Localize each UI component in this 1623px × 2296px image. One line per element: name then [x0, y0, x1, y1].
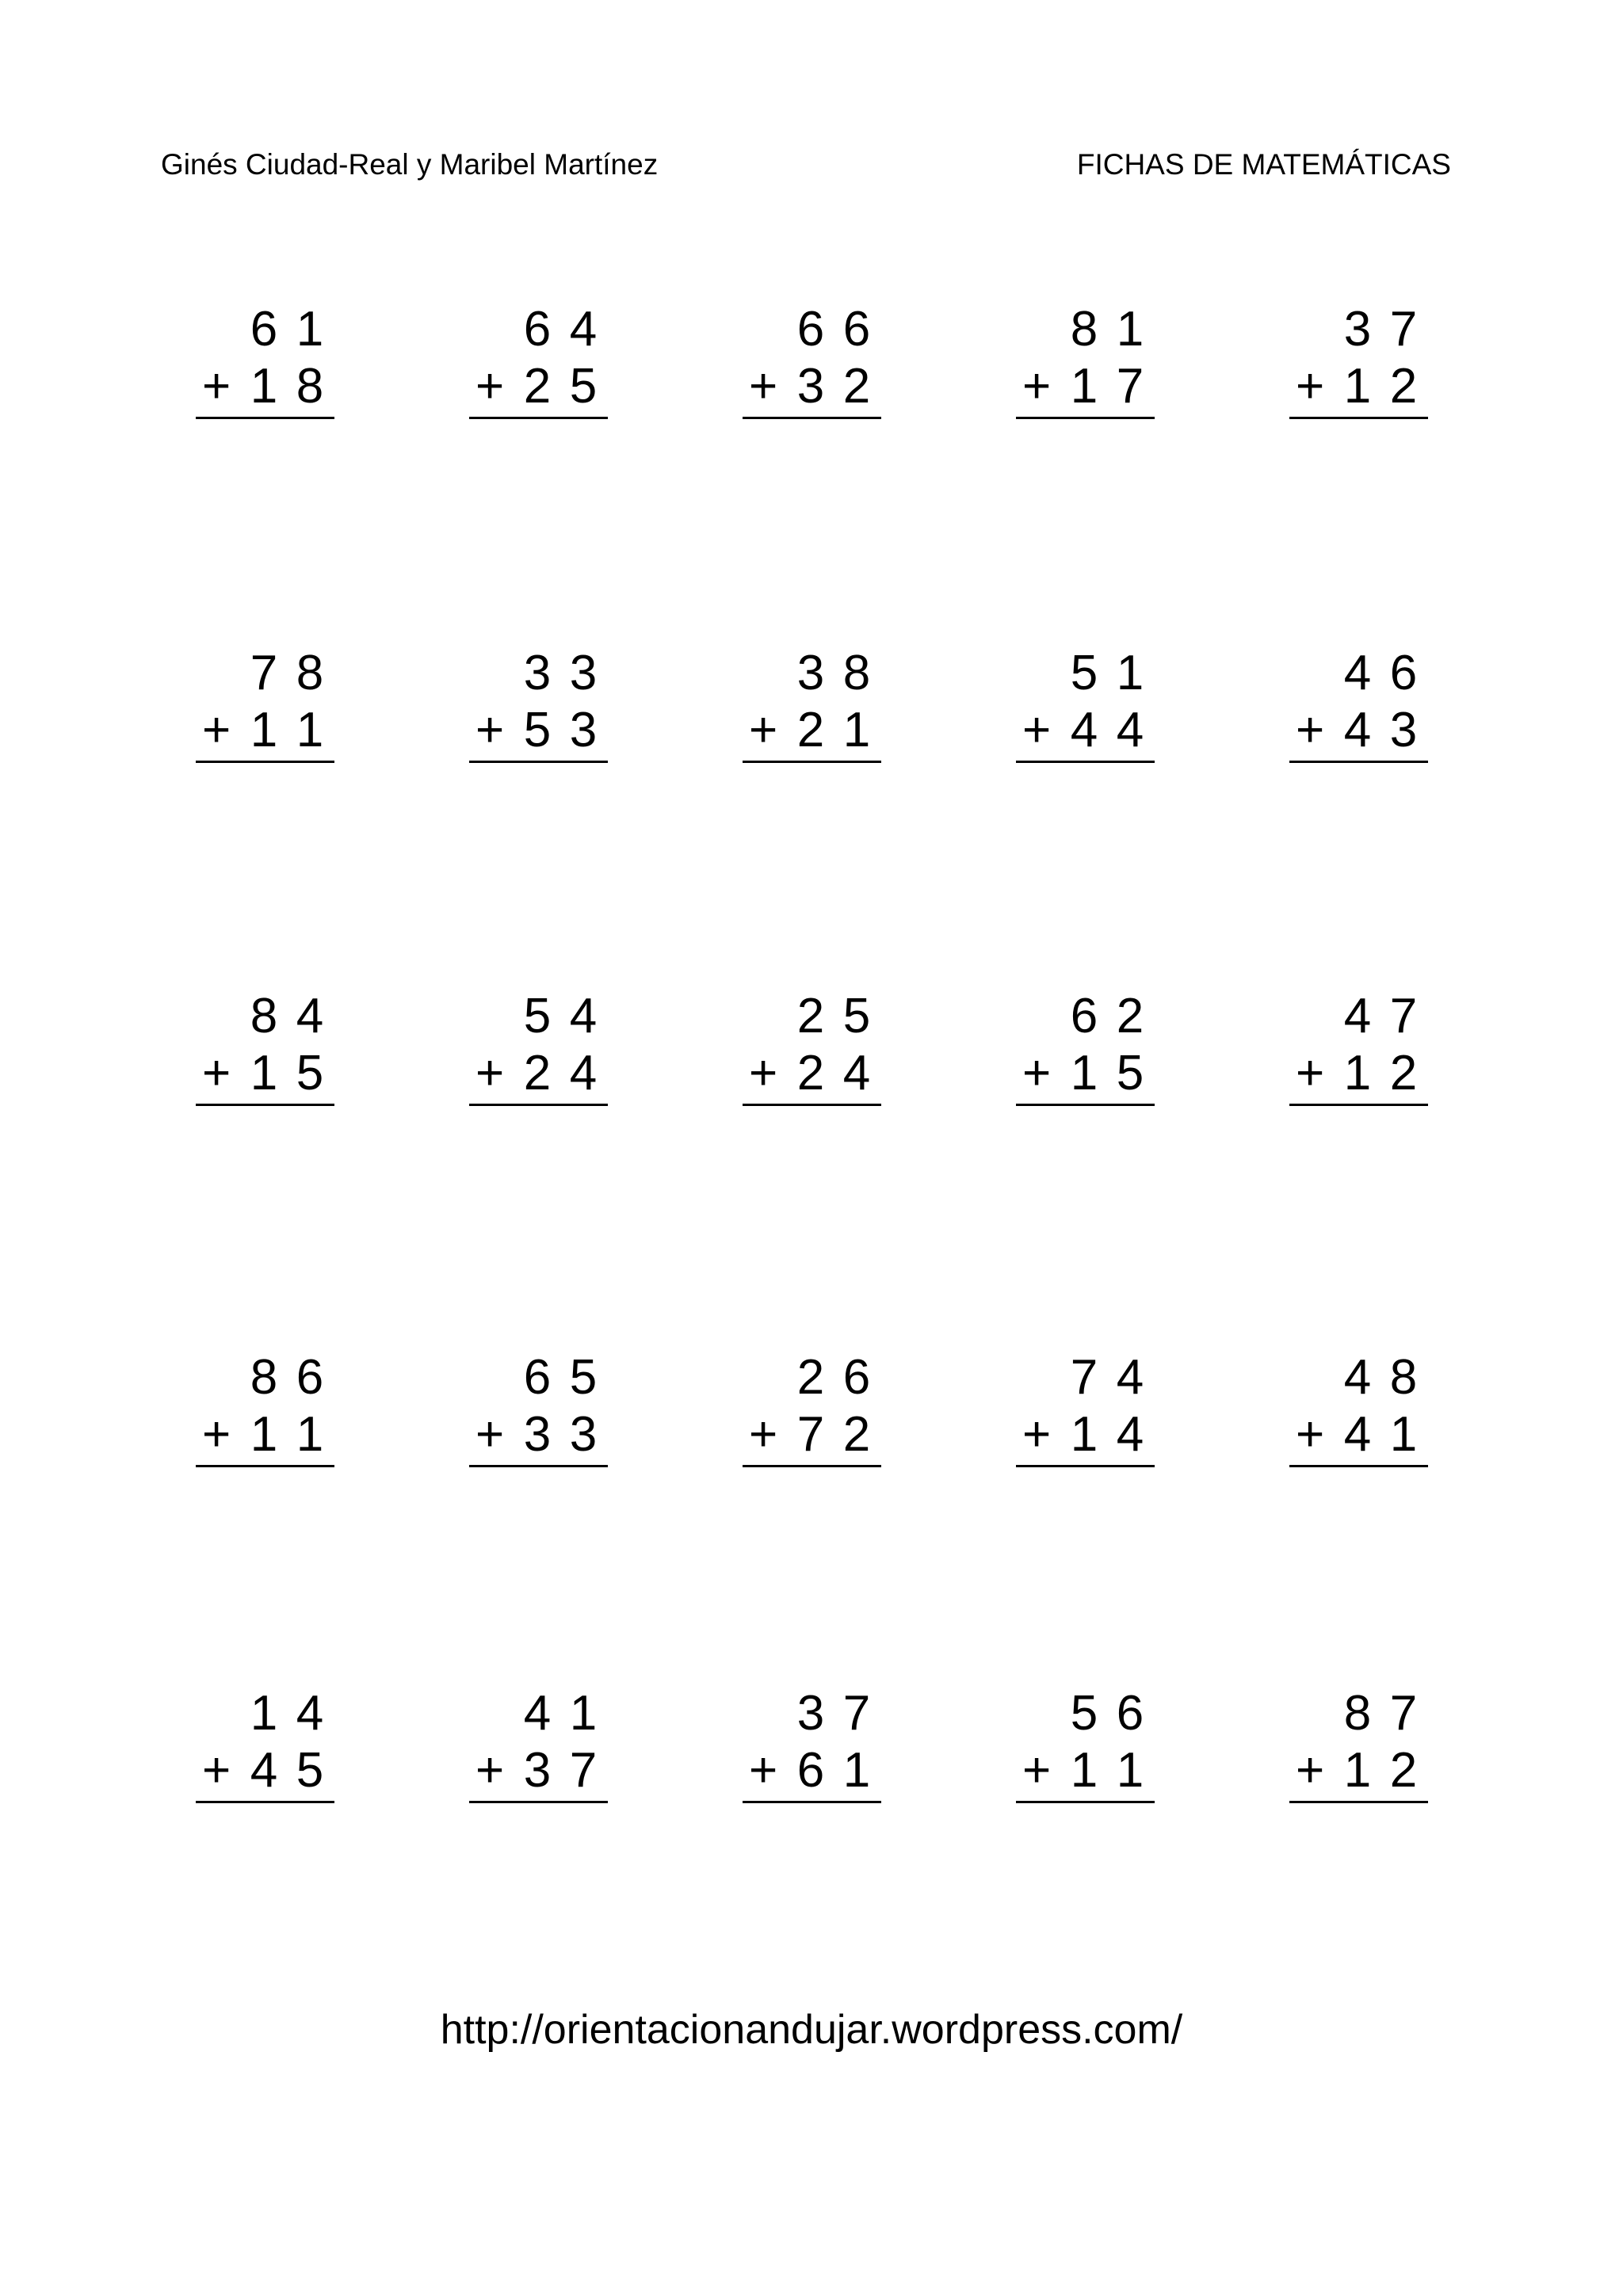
tens-digit: 1: [250, 1046, 278, 1100]
units-digit: 2: [1389, 1743, 1418, 1798]
sum-line: [469, 417, 608, 419]
sum-line: [1016, 1104, 1155, 1106]
units-digit: 1: [1116, 1743, 1144, 1798]
second-addend: [1016, 358, 1155, 415]
plus-sign: +: [1296, 1407, 1325, 1462]
plus-sign: +: [475, 1407, 505, 1462]
addition-problem: [743, 301, 881, 420]
plus-sign: +: [1296, 703, 1325, 757]
sum-line: [196, 1104, 334, 1106]
units-digit: 5: [296, 1046, 324, 1100]
units-digit: 3: [569, 703, 598, 757]
second-addend: [1289, 1045, 1428, 1102]
plus-sign: +: [202, 1407, 231, 1462]
first-addend: [196, 988, 334, 1045]
tens-digit: 4: [1343, 646, 1372, 700]
sum-line: [1289, 1104, 1428, 1106]
units-digit: 8: [296, 359, 324, 414]
units-digit: 1: [1116, 302, 1144, 357]
plus-sign: +: [202, 359, 231, 414]
sum-line: [743, 761, 881, 763]
sum-line: [1016, 1801, 1155, 1803]
sum-line: [196, 1465, 334, 1467]
second-addend: [1016, 1045, 1155, 1102]
units-digit: 7: [569, 1743, 598, 1798]
units-digit: 1: [842, 703, 871, 757]
tens-digit: 6: [523, 302, 552, 357]
units-digit: 1: [842, 1743, 871, 1798]
sum-line: [743, 1801, 881, 1803]
second-addend: [469, 1742, 608, 1799]
addition-problem: [196, 1685, 334, 1804]
tens-digit: 1: [1343, 1743, 1372, 1798]
units-digit: 7: [1116, 359, 1144, 414]
units-digit: 4: [296, 989, 324, 1043]
first-addend: [196, 1349, 334, 1406]
second-addend: [743, 358, 881, 415]
tens-digit: 2: [796, 989, 825, 1043]
first-addend: [196, 301, 334, 358]
tens-digit: 7: [1070, 1350, 1098, 1405]
addition-problem: [1289, 988, 1428, 1107]
first-addend: [1289, 1685, 1428, 1742]
first-addend: [1289, 988, 1428, 1045]
tens-digit: 1: [1070, 1743, 1098, 1798]
units-digit: 2: [1389, 1046, 1418, 1100]
plus-sign: +: [1296, 1743, 1325, 1798]
tens-digit: 3: [523, 1743, 552, 1798]
tens-digit: 1: [1070, 1407, 1098, 1462]
plus-sign: +: [1022, 703, 1052, 757]
units-digit: 4: [569, 1046, 598, 1100]
first-addend: [469, 301, 608, 358]
second-addend: [1016, 1742, 1155, 1799]
units-digit: 2: [1389, 359, 1418, 414]
plus-sign: +: [749, 1407, 778, 1462]
sum-line: [1289, 1465, 1428, 1467]
addition-problem: [469, 301, 608, 420]
tens-digit: 4: [523, 1686, 552, 1741]
tens-digit: 8: [250, 1350, 278, 1405]
tens-digit: 4: [1070, 703, 1098, 757]
tens-digit: 4: [1343, 703, 1372, 757]
plus-sign: +: [475, 359, 505, 414]
units-digit: 3: [1389, 703, 1418, 757]
addition-problem: [469, 645, 608, 764]
tens-digit: 5: [1070, 1686, 1098, 1741]
addition-problem: [469, 988, 608, 1107]
tens-digit: 1: [250, 703, 278, 757]
tens-digit: 1: [1343, 359, 1372, 414]
tens-digit: 7: [250, 646, 278, 700]
tens-digit: 1: [1070, 359, 1098, 414]
first-addend: [469, 1685, 608, 1742]
header-title: FICHAS DE MATEMÁTICAS: [1076, 148, 1451, 181]
units-digit: 1: [296, 1407, 324, 1462]
second-addend: [196, 1045, 334, 1102]
units-digit: 7: [842, 1686, 871, 1741]
first-addend: [469, 988, 608, 1045]
tens-digit: 1: [250, 1686, 278, 1741]
tens-digit: 6: [250, 302, 278, 357]
tens-digit: 4: [1343, 989, 1372, 1043]
addition-problem: [1016, 1349, 1155, 1468]
first-addend: [196, 1685, 334, 1742]
first-addend: [743, 1685, 881, 1742]
sum-line: [196, 761, 334, 763]
footer-url[interactable]: http://orientacionandujar.wordpress.com/: [440, 2007, 1183, 2053]
tens-digit: 1: [250, 1407, 278, 1462]
units-digit: 4: [842, 1046, 871, 1100]
tens-digit: 1: [1343, 1046, 1372, 1100]
addition-problem: [1289, 1349, 1428, 1468]
units-digit: 6: [1116, 1686, 1144, 1741]
second-addend: [469, 1406, 608, 1463]
sum-line: [1016, 417, 1155, 419]
first-addend: [1016, 1685, 1155, 1742]
plus-sign: +: [1296, 359, 1325, 414]
plus-sign: +: [749, 1743, 778, 1798]
units-digit: 1: [1389, 1407, 1418, 1462]
first-addend: [743, 301, 881, 358]
units-digit: 6: [296, 1350, 324, 1405]
units-digit: 4: [1116, 1350, 1144, 1405]
tens-digit: 7: [796, 1407, 825, 1462]
first-addend: [1289, 645, 1428, 702]
addition-problem: [196, 301, 334, 420]
units-digit: 6: [842, 1350, 871, 1405]
sum-line: [469, 1801, 608, 1803]
addition-problem: [1289, 645, 1428, 764]
plus-sign: +: [749, 703, 778, 757]
units-digit: 4: [1116, 703, 1144, 757]
first-addend: [1016, 301, 1155, 358]
addition-problem: [1016, 301, 1155, 420]
tens-digit: 6: [796, 1743, 825, 1798]
plus-sign: +: [1022, 1743, 1052, 1798]
tens-digit: 6: [796, 302, 825, 357]
units-digit: 1: [296, 703, 324, 757]
tens-digit: 8: [250, 989, 278, 1043]
tens-digit: 5: [523, 989, 552, 1043]
sum-line: [469, 1465, 608, 1467]
addition-problem: [1016, 645, 1155, 764]
tens-digit: 2: [796, 1046, 825, 1100]
units-digit: 8: [296, 646, 324, 700]
tens-digit: 1: [250, 359, 278, 414]
tens-digit: 3: [523, 1407, 552, 1462]
tens-digit: 3: [523, 646, 552, 700]
units-digit: 7: [1389, 1686, 1418, 1741]
second-addend: [196, 358, 334, 415]
plus-sign: +: [1022, 1046, 1052, 1100]
plus-sign: +: [202, 1743, 231, 1798]
first-addend: [1016, 1349, 1155, 1406]
tens-digit: 3: [796, 1686, 825, 1741]
second-addend: [1289, 1406, 1428, 1463]
tens-digit: 8: [1070, 302, 1098, 357]
sum-line: [469, 761, 608, 763]
units-digit: 6: [1389, 646, 1418, 700]
plus-sign: +: [1022, 1407, 1052, 1462]
addition-problem: [469, 1685, 608, 1804]
addition-problem: [743, 645, 881, 764]
first-addend: [743, 988, 881, 1045]
units-digit: 3: [569, 1407, 598, 1462]
second-addend: [1289, 1742, 1428, 1799]
addition-problem: [469, 1349, 608, 1468]
addition-problem: [1289, 1685, 1428, 1804]
sum-line: [1016, 1465, 1155, 1467]
addition-problem: [1016, 1685, 1155, 1804]
header-authors: Ginés Ciudad-Real y Maribel Martínez: [161, 148, 659, 181]
units-digit: 8: [842, 646, 871, 700]
first-addend: [743, 1349, 881, 1406]
units-digit: 1: [1116, 646, 1144, 700]
addition-problem: [1289, 301, 1428, 420]
second-addend: [743, 1406, 881, 1463]
tens-digit: 2: [796, 1350, 825, 1405]
addition-problem: [196, 645, 334, 764]
sum-line: [743, 1465, 881, 1467]
units-digit: 2: [1116, 989, 1144, 1043]
plus-sign: +: [749, 1046, 778, 1100]
sum-line: [743, 1104, 881, 1106]
tens-digit: 2: [796, 703, 825, 757]
second-addend: [469, 702, 608, 759]
units-digit: 5: [569, 1350, 598, 1405]
units-digit: 4: [569, 302, 598, 357]
tens-digit: 3: [796, 646, 825, 700]
sum-line: [743, 417, 881, 419]
tens-digit: 5: [523, 703, 552, 757]
units-digit: 7: [1389, 989, 1418, 1043]
tens-digit: 4: [1343, 1407, 1372, 1462]
units-digit: 1: [296, 302, 324, 357]
units-digit: 5: [842, 989, 871, 1043]
units-digit: 1: [569, 1686, 598, 1741]
units-digit: 4: [1116, 1407, 1144, 1462]
tens-digit: 4: [1343, 1350, 1372, 1405]
second-addend: [196, 702, 334, 759]
sum-line: [1289, 761, 1428, 763]
addition-problem: [196, 1349, 334, 1468]
units-digit: 4: [569, 989, 598, 1043]
plus-sign: +: [1022, 359, 1052, 414]
first-addend: [1016, 988, 1155, 1045]
tens-digit: 1: [1070, 1046, 1098, 1100]
second-addend: [743, 702, 881, 759]
units-digit: 8: [1389, 1350, 1418, 1405]
second-addend: [196, 1406, 334, 1463]
plus-sign: +: [202, 1046, 231, 1100]
units-digit: 5: [569, 359, 598, 414]
sum-line: [469, 1104, 608, 1106]
first-addend: [1289, 301, 1428, 358]
first-addend: [196, 645, 334, 702]
addition-problem: [196, 988, 334, 1107]
second-addend: [469, 1045, 608, 1102]
addition-problem: [743, 1685, 881, 1804]
plus-sign: +: [1296, 1046, 1325, 1100]
first-addend: [469, 1349, 608, 1406]
units-digit: 7: [1389, 302, 1418, 357]
units-digit: 5: [1116, 1046, 1144, 1100]
sum-line: [1289, 417, 1428, 419]
addition-problem: [1016, 988, 1155, 1107]
tens-digit: 8: [1343, 1686, 1372, 1741]
units-digit: 5: [296, 1743, 324, 1798]
first-addend: [1289, 1349, 1428, 1406]
tens-digit: 3: [1343, 302, 1372, 357]
tens-digit: 6: [523, 1350, 552, 1405]
second-addend: [469, 358, 608, 415]
second-addend: [196, 1742, 334, 1799]
plus-sign: +: [202, 703, 231, 757]
second-addend: [1016, 702, 1155, 759]
units-digit: 4: [296, 1686, 324, 1741]
units-digit: 2: [842, 1407, 871, 1462]
second-addend: [1016, 1406, 1155, 1463]
addition-problem: [743, 1349, 881, 1468]
first-addend: [1016, 645, 1155, 702]
tens-digit: 3: [796, 359, 825, 414]
plus-sign: +: [475, 1743, 505, 1798]
tens-digit: 6: [1070, 989, 1098, 1043]
sum-line: [196, 417, 334, 419]
sum-line: [1016, 761, 1155, 763]
second-addend: [743, 1742, 881, 1799]
units-digit: 3: [569, 646, 598, 700]
second-addend: [743, 1045, 881, 1102]
addition-problem: [743, 988, 881, 1107]
second-addend: [1289, 702, 1428, 759]
first-addend: [469, 645, 608, 702]
second-addend: [1289, 358, 1428, 415]
tens-digit: 5: [1070, 646, 1098, 700]
units-digit: 2: [842, 359, 871, 414]
sum-line: [196, 1801, 334, 1803]
sum-line: [1289, 1801, 1428, 1803]
tens-digit: 2: [523, 1046, 552, 1100]
tens-digit: 4: [250, 1743, 278, 1798]
plus-sign: +: [475, 703, 505, 757]
plus-sign: +: [475, 1046, 505, 1100]
first-addend: [743, 645, 881, 702]
units-digit: 6: [842, 302, 871, 357]
tens-digit: 2: [523, 359, 552, 414]
plus-sign: +: [749, 359, 778, 414]
